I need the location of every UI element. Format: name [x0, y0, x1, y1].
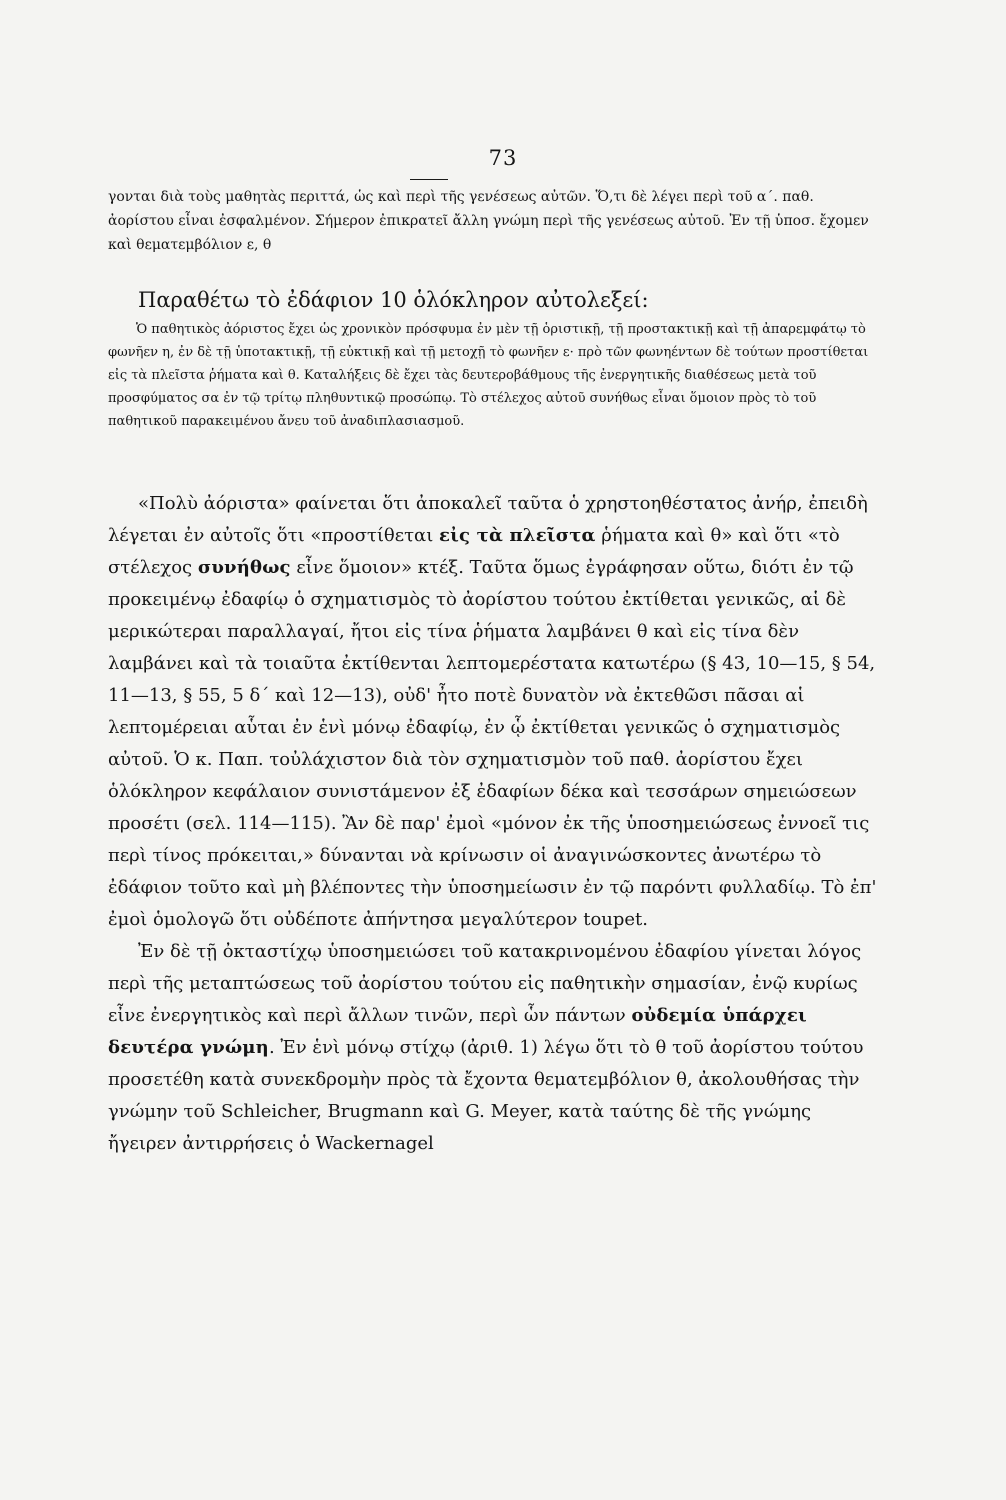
- quoted-paragraph: Ὁ παθητικὸς ἀόριστος ἔχει ὡς χρονικὸν πρόσφυμα ἐν μὲν τῇ ὁριστικῇ, τῇ προστακτικῇ καὶ τῇ ἀπαρεμφάτῳ τὸ φωνῆεν η, ἐν δὲ τῇ ὑποτακτικῇ, τῇ εὐκτικῇ καὶ τῇ μετοχῇ τὸ φωνῆεν ε· πρὸ τῶν φωνηέντων δὲ τούτων προστίθεται εἰς τὰ πλεῖστα ῥήματα καὶ θ. Καταλήξεις δὲ ἔχει τὰς δευτεροβάθμους τῆς ἐνεργητικῆς διαθέσεως μετὰ τοῦ προσφύματος σα ἐν τῷ τρίτῳ πληθυντικῷ προσώπῳ. Τὸ στέλεχος αὐτοῦ συνήθως εἶναι ὅμοιον πρὸς τὸ τοῦ παθητικοῦ παρακειμένου ἄνευ τοῦ ἀναδιπλασιασμοῦ.: [108, 322, 869, 429]
- page-number: 73: [488, 146, 518, 170]
- paragraph-2-text-c: . Ἐν ἑνὶ μόνῳ στίχῳ (ἀριθ. 1) λέγω ὅτι τὸ θ τοῦ ἀορίστου τούτου προσετέθη κατὰ συνεκδρομὴν πρὸς τὰ ἔχοντα θεματεμβόλιον θ, ἀκολουθήσας τὴν γνώμην τοῦ Schleicher, Brugmann καὶ G. Meyer, κατὰ ταύτης δὲ τῆς γνώμης ἤγειρεν ἀντιρρήσεις ὁ Wackernagel: [108, 1037, 864, 1154]
- paragraph-1-text-c: ῥήματα καὶ θ» καὶ ὅτι «τὸ στέλεχος: [108, 525, 840, 578]
- body-paragraph-1: [108, 488, 878, 936]
- page-number-rule: [410, 179, 448, 180]
- paragraph-1-text-a: «Πολὺ ἀόριστα» φαίνεται ὅτι ἀποκαλεῖ ταῦτα ὁ χρηστοηθέστατος ἀνήρ, ἐπειδὴ λέγεται ἐν αὐτοῖς ὅτι «προστίθεται: [108, 493, 868, 546]
- paragraph-2-text-a: Ἐν δὲ τῇ ὀκταστίχῳ ὑποσημειώσει τοῦ κατακρινομένου ἐδαφίου γίνεται λόγος περὶ τῆς μεταπτώσεως τοῦ ἀορίστου τούτου εἰς παθητικὴν σημασίαν, ἐνῷ κυρίως εἶνε ἐνεργητικὸς καὶ περὶ ἄλλων τινῶν, περὶ ὧν πάντων: [108, 941, 862, 1026]
- main-text: [108, 488, 878, 1160]
- section-heading: Παραθέτω τὸ ἐδάφιον 10 ὁλόκληρον αὐτολεξεί:: [138, 288, 649, 312]
- paragraph-1-text-e: εἶνε ὅμοιον» κτέξ. Ταῦτα ὅμως ἐγράφησαν οὕτω, διότι ἐν τῷ προκειμένῳ ἐδαφίῳ ὁ σχηματισμὸς τὸ ἀορίστου τούτου ἐκτίθεται γενικῶς, αἱ δὲ μερικώτεραι παραλλαγαί, ἤτοι εἰς τίνα ῥήματα λαμβάνει θ καὶ εἰς τίνα δὲν λαμβάνει καὶ τὰ τοιαῦτα ἐκτίθενται λεπτομερέστατα κατωτέρω (§ 43, 10—15, § 54, 11—13, § 55, 5 δ΄ καὶ 12—13), οὐδ' ἦτο ποτὲ δυνατὸν νὰ ἐκτεθῶσι πᾶσαι αἱ λεπτομέρειαι αὗται ἐν ἑνὶ μόνῳ ἐδαφίῳ, ἐν ᾧ ἐκτίθεται γενικῶς ὁ σχηματισμὸς αὐτοῦ. Ὁ κ. Παπ. τοὐλάχιστον διὰ τὸν σχηματισμὸν τοῦ παθ. ἀορίστου ἔχει ὁλόκληρον κεφάλαιον συνιστάμενον ἐξ ἐδαφίων δέκα καὶ τεσσάρων σημειώσεων προσέτι (σελ. 114—115). Ἂν δὲ παρ' ἐμοὶ «μόνον ἐκ τῆς ὑποσημειώσεως ἐννοεῖ τις περὶ τίνος πρόκειται,» δύνανται νὰ κρίνωσιν οἱ ἀναγινώσκοντες ἀνωτέρω τὸ ἐδάφιον τοῦτο καὶ μὴ βλέποντες τὴν ὑποσημείωσιν ἐν τῷ παρόντι φυλλαδίῳ. Τὸ ἐπ' ἐμοὶ ὁμολογῶ ὅτι οὐδέποτε ἀπήντησα μεγαλύτερον toupet.: [108, 557, 877, 930]
- paragraph-2-bold-phrase: οὐδεμία ὑπάρχει δευτέρα γνώμη: [108, 1005, 807, 1058]
- paragraph-1-bold-phrase-2: συνήθως: [197, 557, 291, 578]
- body-paragraph-2: [108, 936, 878, 1160]
- intro-paragraph: γονται διὰ τοὺς μαθητὰς περιττά, ὡς καὶ περὶ τῆς γενέσεως αὐτῶν. Ὅ,τι δὲ λέγει περὶ τοῦ α΄. παθ. ἀορίστου εἶναι ἐσφαλμένον. Σήμερον ἐπικρατεῖ ἄλλη γνώμη περὶ τῆς γενέσεως αὐτοῦ. Ἐν τῇ ὑποσ. ἔχομεν καὶ θεματεμβόλιον ε, θ: [108, 189, 869, 253]
- paragraph-1-bold-phrase-1: εἰς τὰ πλεῖστα: [438, 525, 596, 546]
